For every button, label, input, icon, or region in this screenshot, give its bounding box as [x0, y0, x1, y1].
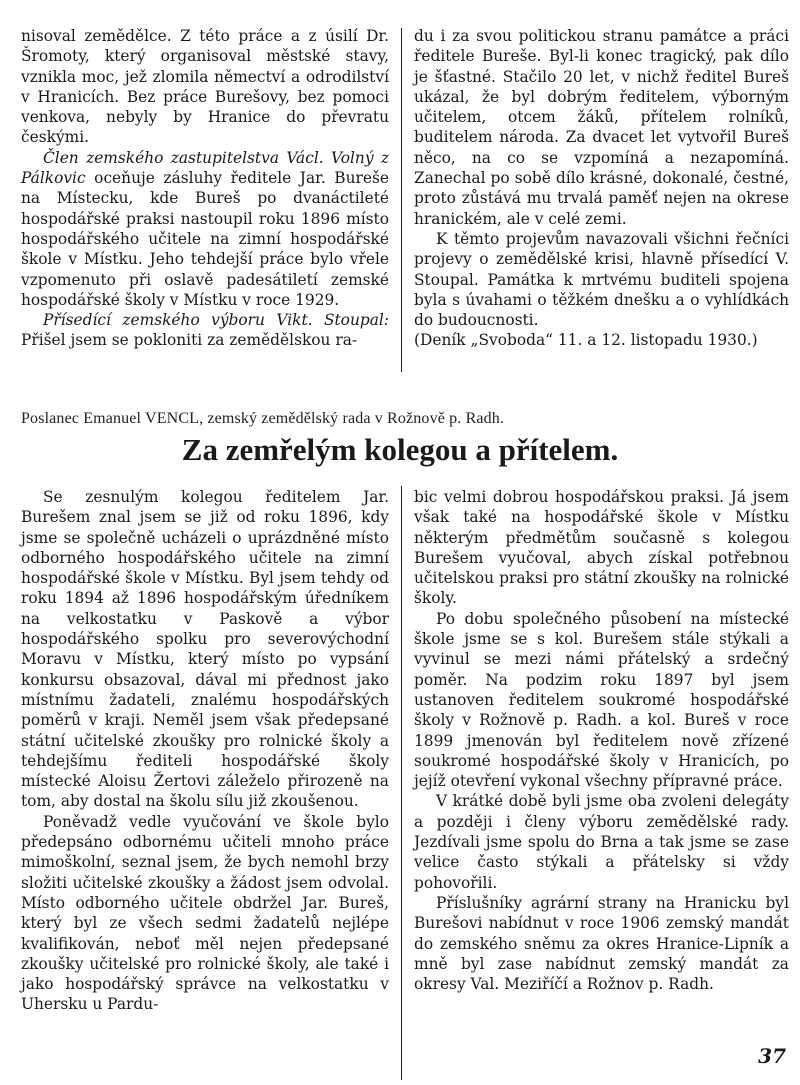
column-divider: [401, 28, 402, 372]
paragraph-text: Přišel jsem se pokloniti za zemědělskou ra-: [21, 331, 358, 350]
page-number: 37: [758, 1044, 786, 1068]
article-headline: Za zemřelým kolegou a přítelem.: [181, 432, 619, 467]
source-citation: (Deník „Svoboda“ 11. a 12. listopadu 1930.): [414, 331, 758, 350]
speaker-name: Přísedící zemského výboru Vikt. Stoupal:: [43, 311, 389, 330]
paragraph: Poněvadž vedle vyučování ve škole bylo předepsáno odbornému učiteli mnoho práce mimoškolní, seznal jsem, že bych nemohl brzy složiti učitelské zkoušky a žádost jsem odvolal. Místo odborného učitele obdržel Jar. Bureš, který byl ze všech sedmi žadatelů nejlépe kvalifikován, neboť měl nejen předepsané zkoušky učitelské pro rolnické školy, ale také i jako hospodářský správce na velkostatku v Uhersku u Pardu-: [21, 812, 389, 1014]
speaker-name: Člen zemského zastupitelstva Václ. Volný z Pálkovic: [21, 148, 389, 188]
column-divider: [401, 486, 402, 1080]
paragraph: [21, 310, 389, 351]
bottom-right-column: [414, 487, 789, 994]
byline: Poslanec Emanuel VENCL, zemský zemědělský rada v Rožnově p. Radh.: [21, 410, 505, 427]
paragraph: V krátké době byli jsme oba zvoleni delegáty a později i členy výboru zemědělské rady. Jezdívali jsme spolu do Brna a tak jsme se zase velice často stýkali a přátelsky si vždy pohovořili.: [414, 792, 789, 892]
paragraph: [21, 148, 389, 310]
paragraph: bic velmi dobrou hospodářskou praksi. Já jsem však také na hospodářské škole v Místku některým předmětům současně s kolegou Burešem vyučoval, abych získal potřebnou učitelskou praksi pro státní zkoušky na rolnické školy.: [414, 488, 789, 608]
paragraph: K těmto projevům navazovali všichni řečníci projevy o zemědělské krisi, hlavně přísedící V. Stoupal. Památka k mrtvému buditeli spojena byla s úvahami o těžkém dnešku a o vyhlídkách do budoucnosti.: [414, 229, 789, 330]
paragraph: du i za svou politickou stranu památce a práci ředitele Bureše. Byl-li konec tragický, pak dílo je šťastné. Stačilo 20 let, v nichž ředitel Bureš ukázal, že byl dobrým ředitelem, výborným učitelem, otcem žáků, přítelem rolníků, buditelem národa. Za dvacet let vytvořil Bureš něco, na co se vzpomíná a nezapomíná. Zanechal po sobě dílo krásné, dokonalé, čestné, proto zůstává mu trvalá paměť nejen na okrese hranickém, ale v celé zemi.: [414, 27, 789, 228]
paragraph: Po dobu společného působení na místecké škole jsme se s kol. Burešem stále stýkali a vyvinul se mezi námi přátelský a srdečný poměr. Na podzim roku 1897 byl jsem ustanoven ředitelem soukromé hospodářské školy v Rožnově p. Radh. a kol. Bureš v roce 1899 jmenován byl ředitelem nově zřízené soukromé hospodářské školy v Hranicích, po jejíž otevření vykonal všechny přípravné práce.: [414, 609, 789, 791]
bottom-left-column: [21, 487, 389, 1015]
paragraph-text: oceňuje zásluhy ředitele Jar. Bureše na Místecku, kde Bureš po dvanáctileté hospodářské praksi nastoupil roku 1896 místo hospodářského učitele na zimní hospodářské škole v Místku. Jeho tehdejší práce bylo vřele vzpomenuto při oslavě padesátiletí zemské hospodářské školy v Místku v roce 1929.: [21, 169, 389, 309]
paragraph: Se zesnulým kolegou ředitelem Jar. Burešem znal jsem se již od roku 1896, kdy jsme se společně ucházeli o uprázdněné místo odborného hospodářského učitele na zimní hospodářské škole v Místku. Byl jsem tehdy od roku 1894 až 1896 hospodářským úředníkem na velkostatku v Paskově a výbor hospodářského spolku pro severovýchodní Moravu v Místku, který místo po vypsání konkursu obsazoval, dával mi přednost jako místnímu žadateli, znalému hospodářských poměrů v kraji. Neměl jsem však předepsané státní učitelské zkoušky pro rolnické školy a tehdejšímu řediteli hospodářské školy místecké Aloisu Žertovi záleželo přirozeně na tom, aby dostal na školu sílu již zkoušenou.: [21, 488, 389, 811]
paragraph: Příslušníky agrární strany na Hranicku byl Burešovi nabídnut v roce 1906 zemský mandát do zemského sněmu za okres Hranice-Lipník a mně byl zase nabídnut zemský mandát za okresy Val. Meziříčí a Rožnov p. Radh.: [414, 893, 789, 994]
top-right-column: [414, 26, 789, 351]
paragraph: nisoval zemědělce. Z této práce a z úsilí Dr. Šromoty, který organisoval městské stavy, vznikla moc, jež zlomila němectví a odrodilství v Hranicích. Bez práce Burešovy, bez pomoci venkova, nebyly by Hranice do převratu českými.: [21, 27, 389, 147]
top-left-column: [21, 26, 389, 351]
